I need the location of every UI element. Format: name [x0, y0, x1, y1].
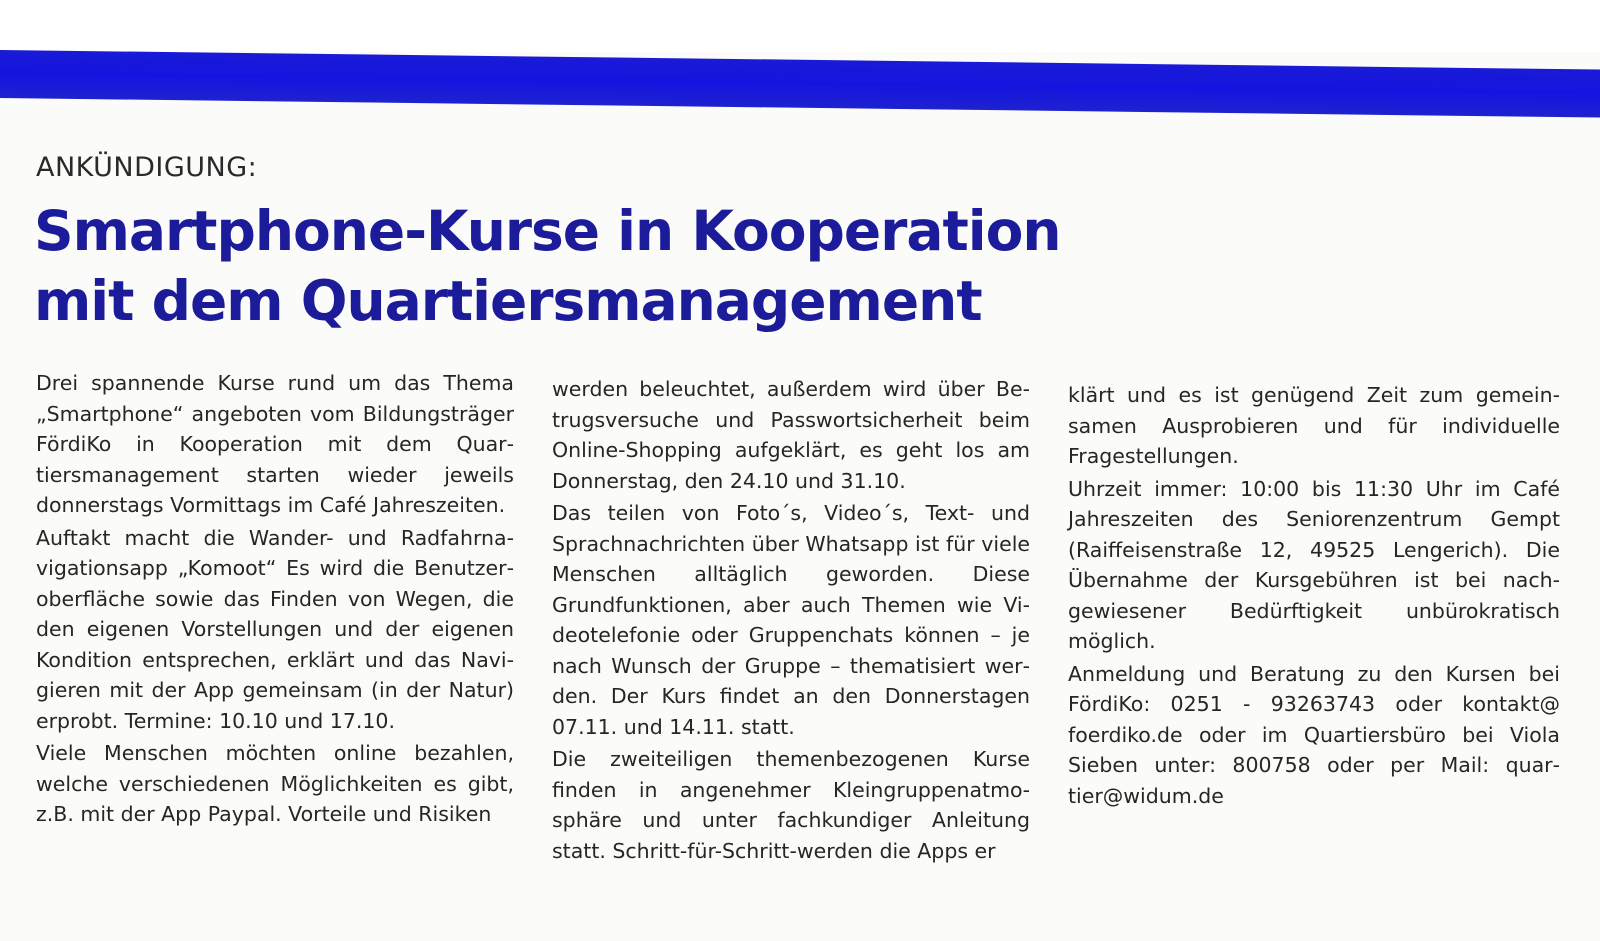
headline-line-2: mit dem Quartiersmanagement [34, 269, 982, 333]
paragraph-paypal-start: Viele Menschen möchten online bezahlen, welche verschiedenen Möglichkeiten es gibt, z.B. mit der App Paypal. Vorteile und Risiken [36, 741, 514, 826]
page-top-margin [0, 0, 1600, 52]
article-kicker: ANKÜNDIGUNG: [36, 152, 258, 183]
text-column-3 [1068, 380, 1560, 813]
paragraph-whatsapp: Das teilen von Foto´s, Video´s, Text- und Sprachnachrichten über Whatsapp ist für viele Menschen alltäglich geworden. Diese Grundfunktionen, aber auch Themen wie Videotelefonie oder Gruppenchats können – je nach Wunsch der Gruppe – thematisiert werden. Der Kurs findet an den Donnerstagen 07.11. und 14.11. statt. [552, 501, 1030, 739]
paragraph-registration: Anmeldung und Beratung zu den Kursen bei FördiKo: 0251 - 93263743 oder kontakt@ foerdiko.de oder im Quartiersbüro bei Viola Sieben unter: 800758 oder per Mail: quartier@widum.de [1068, 661, 1560, 808]
paragraph-format-end: klärt und es ist genügend Zeit zum gemeinsamen Ausprobieren und für individuelle Fragestellungen. [1068, 383, 1560, 468]
headline-line-1: Smartphone-Kurse in Kooperation [34, 199, 1061, 263]
text-column-1 [36, 368, 514, 832]
paragraph-format: Die zweiteiligen themenbezogenen Kurse finden in angenehmer Kleingruppenatmosphäre und unter fachkundiger Anleitung statt. Schritt-für-Schritt-werden die Apps er [552, 747, 1030, 863]
paragraph-intro: Drei spannende Kurse rund um das Thema „Smartphone“ angeboten vom Bildungsträger FördiKo in Kooperation mit dem Quartiersmanagement starten wieder jeweils donnerstags Vormittags im Café Jahreszeiten. [36, 371, 514, 517]
paragraph-paypal-end: werden beleuchtet, außerdem wird über Betrugsversuche und Passwortsicherheit beim Online-Shopping aufgeklärt, es geht los am Donnerstag, den 24.10 und 31.10. [552, 377, 1030, 493]
article-headline [34, 196, 1074, 336]
paragraph-komoot: Auftakt macht die Wander- und Radfahrnavigationsapp „Komoot“ Es wird die Benutzeroberfläche sowie das Finden von Wegen, die den eigenen Vorstellungen und der eigenen Kondition entsprechen, erklärt und das Navigieren mit der App gemeinsam (in der Natur) erprobt. Termine: 10.10 und 17.10. [36, 525, 514, 733]
text-column-2 [552, 374, 1030, 868]
header-color-band [0, 50, 1600, 118]
paragraph-time-location: Uhrzeit immer: 10:00 bis 11:30 Uhr im Café Jahreszeiten des Seniorenzentrum Gempt (Raiffeisenstraße 12, 49525 Lengerich). Die Übernahme der Kursgebühren ist bei nachgewiesener Bedürftigkeit unbürokratisch möglich. [1068, 476, 1560, 653]
